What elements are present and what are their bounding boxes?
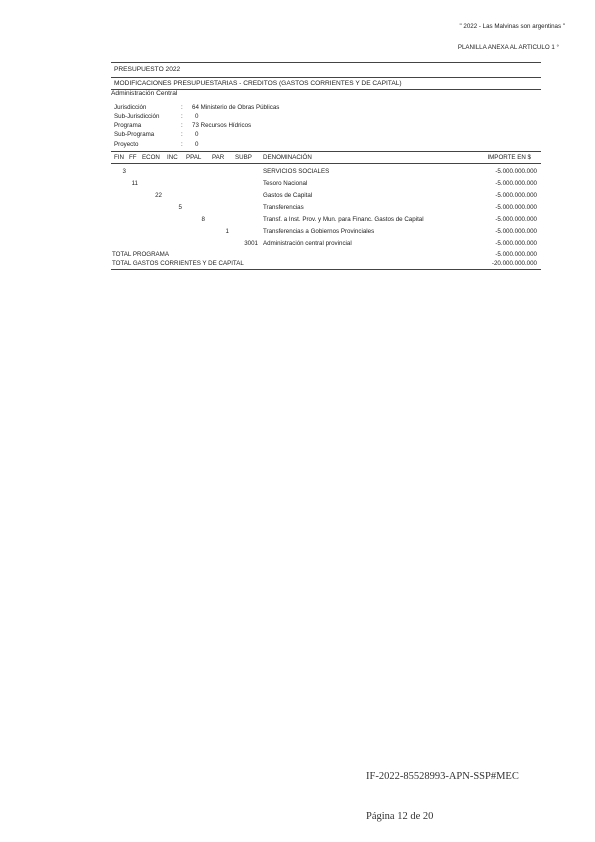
- info-sep: :: [181, 113, 183, 120]
- col-econ: ECON: [142, 154, 160, 161]
- info-sep: :: [181, 131, 183, 138]
- row-denominacion: Transf. a Inst. Prov. y Mun. para Financ. Gastos de Capital: [263, 216, 424, 223]
- col-inc: INC: [167, 154, 178, 161]
- row-code: 8: [201, 216, 205, 223]
- info-value: 0: [195, 141, 199, 148]
- row-code: 11: [131, 180, 138, 187]
- divider: [111, 151, 541, 152]
- admin-label: Administración Central: [111, 90, 178, 97]
- info-label: Programa: [114, 122, 142, 129]
- row-importe: -5.000.000.000: [495, 204, 537, 211]
- info-value: 0: [195, 131, 199, 138]
- row-importe: -5.000.000.000: [495, 192, 537, 199]
- info-label: Proyecto: [114, 141, 139, 148]
- row-code: 1: [225, 228, 229, 235]
- row-denominacion: SERVICIOS SOCIALES: [263, 168, 330, 175]
- row-code: 22: [155, 192, 162, 199]
- row-denominacion: Administración central provincial: [263, 240, 352, 247]
- annex-title: PLANILLA ANEXA AL ARTICULO 1 °: [457, 44, 559, 51]
- document-id: IF-2022-85528993-APN-SSP#MEC: [366, 771, 519, 782]
- divider: [111, 77, 541, 78]
- row-code: 3001: [244, 240, 258, 247]
- info-label: Sub-Programa: [114, 131, 155, 138]
- info-sep: :: [181, 104, 183, 111]
- row-code: 5: [178, 204, 182, 211]
- header-slogan: " 2022 - Las Malvinas son argentinas ": [459, 23, 565, 30]
- col-par: PAR: [212, 154, 225, 161]
- info-value: 0: [195, 113, 199, 120]
- total-amount: -20.000.000.000: [491, 260, 537, 267]
- row-denominacion: Transferencias: [263, 204, 304, 211]
- row-importe: -5.000.000.000: [495, 216, 537, 223]
- total-label: TOTAL PROGRAMA: [112, 251, 169, 258]
- col-denominacion: DENOMINACIÓN: [263, 154, 312, 161]
- row-importe: -5.000.000.000: [495, 180, 537, 187]
- total-label: TOTAL GASTOS CORRIENTES Y DE CAPITAL: [112, 260, 244, 267]
- col-ff: FF: [129, 154, 137, 161]
- info-sep: :: [181, 141, 183, 148]
- row-importe: -5.000.000.000: [495, 240, 537, 247]
- col-subp: SUBP: [235, 154, 252, 161]
- col-fin: FIN: [114, 154, 124, 161]
- row-code: 3: [122, 168, 126, 175]
- total-amount: -5.000.000.000: [495, 251, 537, 258]
- row-denominacion: Gastos de Capital: [263, 192, 313, 199]
- row-importe: -5.000.000.000: [495, 228, 537, 235]
- modifications-title: MODIFICACIONES PRESUPUESTARIAS - CREDITOS (GASTOS CORRIENTES Y DE CAPITAL): [114, 80, 402, 87]
- col-ppal: PPAL: [186, 154, 202, 161]
- col-importe: IMPORTE EN $: [487, 154, 531, 161]
- info-sep: :: [181, 122, 183, 129]
- row-importe: -5.000.000.000: [495, 168, 537, 175]
- divider: [111, 62, 541, 63]
- budget-title: PRESUPUESTO 2022: [114, 66, 181, 73]
- divider: [111, 163, 541, 164]
- info-label: Sub-Jurisdicción: [114, 113, 160, 120]
- divider: [111, 269, 541, 270]
- row-denominacion: Transferencias a Gobiernos Provinciales: [263, 228, 375, 235]
- info-value: 64 Ministerio de Obras Públicas: [192, 104, 280, 111]
- row-denominacion: Tesoro Nacional: [263, 180, 308, 187]
- info-label: Jurisdicción: [114, 104, 147, 111]
- page-number: Página 12 de 20: [366, 811, 434, 822]
- info-value: 73 Recursos Hídricos: [192, 122, 252, 129]
